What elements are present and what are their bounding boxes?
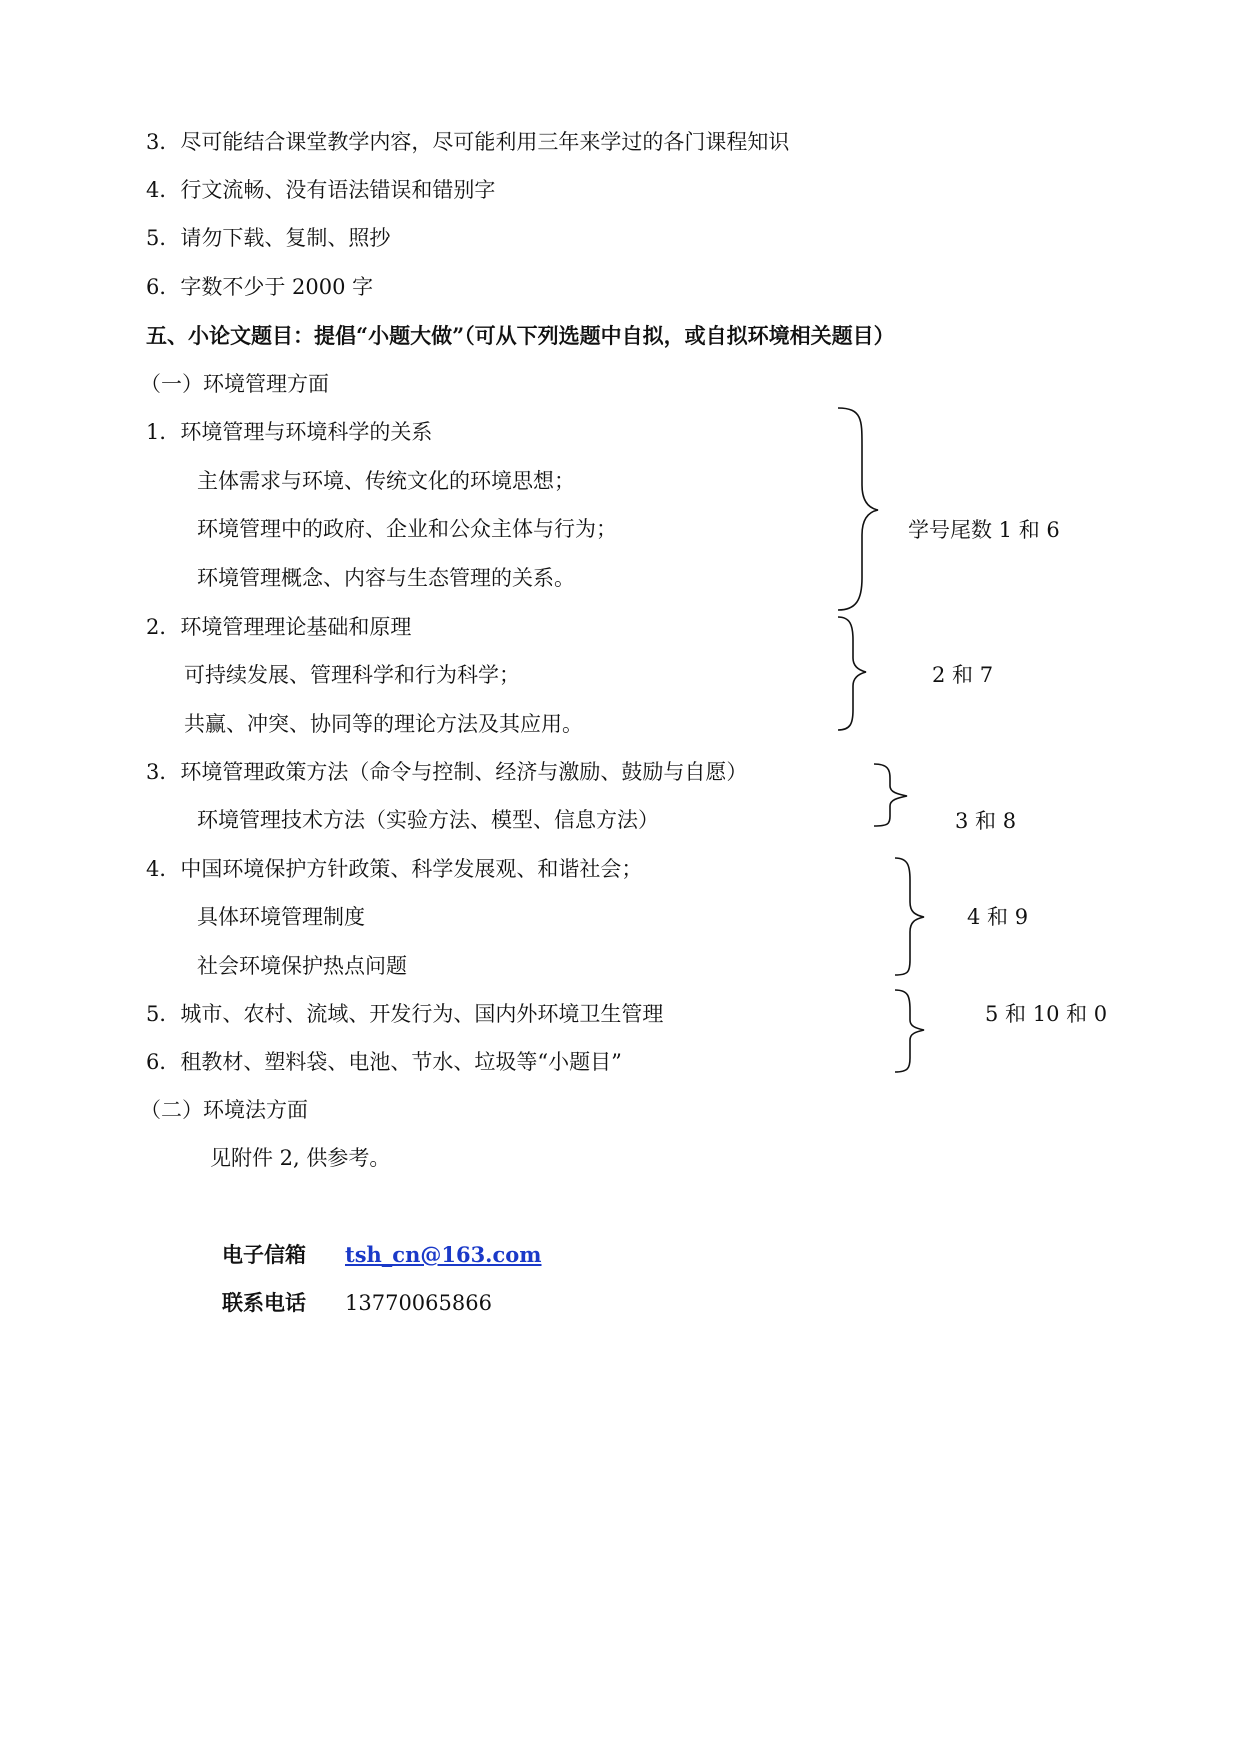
assignment-label: 学号尾数 1 和 6 <box>908 518 1060 542</box>
topic-line: 3．环境管理政策方法（命令与控制、经济与激励、鼓励与自愿） <box>146 760 748 784</box>
brace-group-4 <box>895 858 924 975</box>
requirement-item: 5．请勿下载、复制、照抄 <box>146 226 391 250</box>
topic-line: 环境管理中的政府、企业和公众主体与行为； <box>197 517 617 541</box>
topic-line: 4．中国环境保护方针政策、科学发展观、和谐社会； <box>146 857 643 881</box>
topic-line: 5．城市、农村、流域、开发行为、国内外环境卫生管理 <box>146 1002 664 1026</box>
section-title: 五、小论文题目：提倡“小题大做”（可从下列选题中自拟，或自拟环境相关题目） <box>146 323 895 348</box>
phone-number: 13770065866 <box>345 1291 492 1315</box>
assignment-label: 2 和 7 <box>932 663 994 687</box>
email-link[interactable]: tsh_cn@163.com <box>345 1242 542 1267</box>
phone-label: 联系电话 <box>222 1290 306 1315</box>
brace-group-5 <box>895 990 924 1072</box>
part2-note: 见附件 2, 供参考。 <box>210 1146 391 1170</box>
brace-group-3 <box>874 764 907 826</box>
requirement-item: 3．尽可能结合课堂教学内容，尽可能利用三年来学过的各门课程知识 <box>146 130 790 154</box>
brace-group-1 <box>838 408 878 610</box>
part1-heading: （一）环境管理方面 <box>140 372 329 396</box>
topic-line: 6．租教材、塑料袋、电池、节水、垃圾等“小题目” <box>146 1050 622 1074</box>
assignment-label: 4 和 9 <box>967 905 1029 929</box>
requirement-item: 6．字数不少于 2000 字 <box>146 275 374 299</box>
topic-line: 具体环境管理制度 <box>197 905 365 929</box>
assignment-label: 5 和 10 和 0 <box>985 1002 1108 1026</box>
topic-line: 主体需求与环境、传统文化的环境思想； <box>197 469 575 493</box>
topic-line: 2．环境管理理论基础和原理 <box>146 615 412 639</box>
assignment-label: 3 和 8 <box>955 809 1017 833</box>
topic-line: 共赢、冲突、协同等的理论方法及其应用。 <box>184 712 583 736</box>
topic-line: 环境管理概念、内容与生态管理的关系。 <box>197 566 575 590</box>
email-label: 电子信箱 <box>222 1242 306 1267</box>
topic-line: 社会环境保护热点问题 <box>197 954 407 978</box>
part2-heading: （二）环境法方面 <box>140 1098 308 1122</box>
topic-line: 1．环境管理与环境科学的关系 <box>146 420 433 444</box>
topic-line: 可持续发展、管理科学和行为科学； <box>184 663 520 687</box>
requirement-item: 4．行文流畅、没有语法错误和错别字 <box>146 178 496 202</box>
topic-line: 环境管理技术方法（实验方法、模型、信息方法） <box>197 808 659 832</box>
brace-group-2 <box>838 617 866 730</box>
